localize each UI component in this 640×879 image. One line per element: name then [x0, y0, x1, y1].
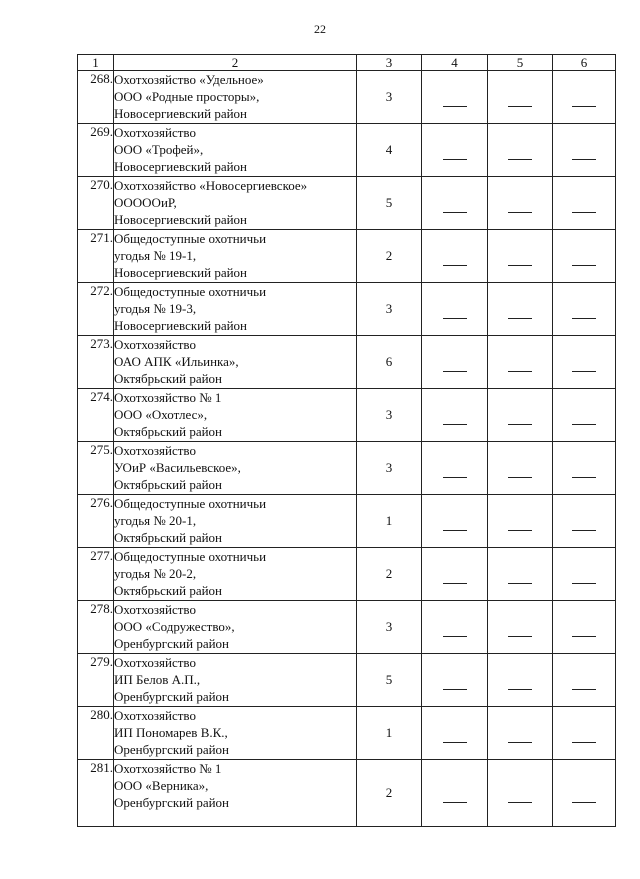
- row-number: 281.: [78, 760, 114, 827]
- dash-mark: [443, 636, 467, 637]
- col5-empty: [488, 601, 553, 654]
- name-line: угодья № 19-3,: [114, 301, 197, 316]
- col3-value: 3: [357, 601, 422, 654]
- col3-value: 5: [357, 177, 422, 230]
- dash-mark: [443, 212, 467, 213]
- name-line: Охотхозяйство «Новосергиевское»: [114, 178, 308, 193]
- col5-empty: [488, 389, 553, 442]
- dash-mark: [443, 802, 467, 803]
- dash-mark: [572, 424, 596, 425]
- header-col-5: 5: [488, 55, 553, 71]
- dash-mark: [572, 212, 596, 213]
- name-line: ИП Пономарев В.К.,: [114, 725, 228, 740]
- row-number: 276.: [78, 495, 114, 548]
- table-row: [78, 707, 616, 760]
- name-line: Общедоступные охотничьи: [114, 231, 267, 246]
- col3-value: 3: [357, 389, 422, 442]
- name-line: Охотхозяйство № 1: [114, 761, 222, 776]
- name-line: Охотхозяйство: [114, 337, 196, 352]
- name-line: угодья № 19-1,: [114, 248, 197, 263]
- col6-empty: [553, 71, 616, 124]
- table-row: [78, 654, 616, 707]
- col3-value: 6: [357, 336, 422, 389]
- header-col-3: 3: [357, 55, 422, 71]
- name-line: Новосергиевский район: [114, 159, 248, 174]
- table-row: [78, 548, 616, 601]
- col3-value: 3: [357, 71, 422, 124]
- col6-empty: [553, 389, 616, 442]
- col6-empty: [553, 336, 616, 389]
- row-number: 269.: [78, 124, 114, 177]
- col3-value: 2: [357, 760, 422, 827]
- dash-mark: [572, 689, 596, 690]
- col5-empty: [488, 654, 553, 707]
- col4-empty: [422, 389, 488, 442]
- col4-empty: [422, 495, 488, 548]
- dash-mark: [508, 689, 532, 690]
- page-number: 22: [314, 22, 326, 36]
- dash-mark: [572, 477, 596, 478]
- col4-empty: [422, 283, 488, 336]
- dash-mark: [443, 371, 467, 372]
- name-line: угодья № 20-1,: [114, 513, 197, 528]
- hunting-ground-name: [114, 495, 357, 548]
- header-col-6: 6: [553, 55, 616, 71]
- dash-mark: [508, 212, 532, 213]
- col4-empty: [422, 760, 488, 827]
- row-number: 272.: [78, 283, 114, 336]
- table-row: [78, 389, 616, 442]
- name-line: Октябрьский район: [114, 530, 222, 545]
- col5-empty: [488, 336, 553, 389]
- dash-mark: [443, 530, 467, 531]
- col5-empty: [488, 548, 553, 601]
- col4-empty: [422, 601, 488, 654]
- col3-value: 2: [357, 548, 422, 601]
- hunting-ground-name: [114, 389, 357, 442]
- name-line: ООО «Содружество»,: [114, 619, 235, 634]
- dash-mark: [443, 742, 467, 743]
- dash-mark: [508, 742, 532, 743]
- col4-empty: [422, 230, 488, 283]
- name-line: Октябрьский район: [114, 583, 222, 598]
- dash-mark: [443, 583, 467, 584]
- name-line: Новосергиевский район: [114, 106, 248, 121]
- row-number: 279.: [78, 654, 114, 707]
- row-number: 277.: [78, 548, 114, 601]
- name-line: Охотхозяйство № 1: [114, 390, 222, 405]
- dash-mark: [508, 318, 532, 319]
- dash-mark: [572, 318, 596, 319]
- col6-empty: [553, 230, 616, 283]
- dash-mark: [443, 318, 467, 319]
- col6-empty: [553, 707, 616, 760]
- hunting-ground-name: [114, 601, 357, 654]
- table-row: [78, 71, 616, 124]
- col6-empty: [553, 177, 616, 230]
- col4-empty: [422, 124, 488, 177]
- name-line: Новосергиевский район: [114, 318, 248, 333]
- row-number: 270.: [78, 177, 114, 230]
- dash-mark: [572, 371, 596, 372]
- col5-empty: [488, 283, 553, 336]
- col5-empty: [488, 177, 553, 230]
- name-line: Общедоступные охотничьи: [114, 284, 267, 299]
- col3-value: 3: [357, 283, 422, 336]
- hunting-ground-name: [114, 760, 357, 827]
- col5-empty: [488, 230, 553, 283]
- col3-value: 1: [357, 495, 422, 548]
- hunting-ground-name: [114, 71, 357, 124]
- dash-mark: [508, 583, 532, 584]
- name-line: Охотхозяйство: [114, 655, 196, 670]
- name-line: Оренбургский район: [114, 636, 230, 651]
- col6-empty: [553, 124, 616, 177]
- hunting-ground-name: [114, 177, 357, 230]
- name-line: Охотхозяйство: [114, 125, 196, 140]
- dash-mark: [443, 106, 467, 107]
- col3-value: 3: [357, 442, 422, 495]
- col6-empty: [553, 654, 616, 707]
- table-row: [78, 601, 616, 654]
- hunting-ground-name: [114, 124, 357, 177]
- col5-empty: [488, 442, 553, 495]
- dash-mark: [508, 265, 532, 266]
- dash-mark: [508, 106, 532, 107]
- col3-value: 1: [357, 707, 422, 760]
- col6-empty: [553, 601, 616, 654]
- header-col-2: 2: [114, 55, 357, 71]
- name-line: Охотхозяйство: [114, 708, 196, 723]
- hunting-ground-name: [114, 654, 357, 707]
- dash-mark: [443, 159, 467, 160]
- col5-empty: [488, 124, 553, 177]
- hunting-ground-name: [114, 283, 357, 336]
- name-line: Оренбургский район: [114, 795, 230, 810]
- name-line: Общедоступные охотничьи: [114, 496, 267, 511]
- col4-empty: [422, 336, 488, 389]
- name-line: ОООООиР,: [114, 195, 177, 210]
- col5-empty: [488, 707, 553, 760]
- row-number: 274.: [78, 389, 114, 442]
- col4-empty: [422, 71, 488, 124]
- row-number: 278.: [78, 601, 114, 654]
- table-row: [78, 442, 616, 495]
- dash-mark: [508, 159, 532, 160]
- dash-mark: [443, 689, 467, 690]
- name-line: УОиР «Васильевское»,: [114, 460, 241, 475]
- name-line: ООО «Родные просторы»,: [114, 89, 260, 104]
- dash-mark: [508, 802, 532, 803]
- name-line: Оренбургский район: [114, 742, 230, 757]
- name-line: ОАО АПК «Ильинка»,: [114, 354, 239, 369]
- col6-empty: [553, 442, 616, 495]
- row-number: 280.: [78, 707, 114, 760]
- name-line: Октябрьский район: [114, 424, 222, 439]
- dash-mark: [508, 424, 532, 425]
- table-row: [78, 495, 616, 548]
- row-number: 275.: [78, 442, 114, 495]
- name-line: Охотхозяйство: [114, 443, 196, 458]
- name-line: угодья № 20-2,: [114, 566, 197, 581]
- col3-value: 5: [357, 654, 422, 707]
- name-line: ИП Белов А.П.,: [114, 672, 201, 687]
- name-line: Общедоступные охотничьи: [114, 549, 267, 564]
- col4-empty: [422, 442, 488, 495]
- name-line: Охотхозяйство «Удельное»: [114, 72, 264, 87]
- hunting-ground-name: [114, 442, 357, 495]
- col6-empty: [553, 548, 616, 601]
- dash-mark: [443, 424, 467, 425]
- row-number: 273.: [78, 336, 114, 389]
- name-line: ООО «Охотлес»,: [114, 407, 208, 422]
- col4-empty: [422, 177, 488, 230]
- dash-mark: [572, 636, 596, 637]
- col4-empty: [422, 707, 488, 760]
- dash-mark: [443, 477, 467, 478]
- name-line: Новосергиевский район: [114, 212, 248, 227]
- hunting-ground-name: [114, 548, 357, 601]
- col5-empty: [488, 760, 553, 827]
- dash-mark: [508, 371, 532, 372]
- dash-mark: [508, 477, 532, 478]
- dash-mark: [572, 742, 596, 743]
- table-row: [78, 124, 616, 177]
- row-number: 271.: [78, 230, 114, 283]
- col4-empty: [422, 548, 488, 601]
- dash-mark: [572, 530, 596, 531]
- name-line: Оренбургский район: [114, 689, 230, 704]
- name-line: Новосергиевский район: [114, 265, 248, 280]
- dash-mark: [572, 802, 596, 803]
- hunting-ground-name: [114, 707, 357, 760]
- dash-mark: [508, 530, 532, 531]
- name-line: Охотхозяйство: [114, 602, 196, 617]
- header-col-1: 1: [78, 55, 114, 71]
- dash-mark: [508, 636, 532, 637]
- col6-empty: [553, 495, 616, 548]
- hunting-grounds-table: [77, 54, 616, 827]
- hunting-ground-name: [114, 230, 357, 283]
- dash-mark: [443, 265, 467, 266]
- table-row: [78, 760, 616, 827]
- name-line: Октябрьский район: [114, 477, 222, 492]
- col3-value: 2: [357, 230, 422, 283]
- col5-empty: [488, 495, 553, 548]
- table-row: [78, 336, 616, 389]
- name-line: ООО «Трофей»,: [114, 142, 204, 157]
- table-row: [78, 283, 616, 336]
- dash-mark: [572, 583, 596, 584]
- header-col-4: 4: [422, 55, 488, 71]
- col4-empty: [422, 654, 488, 707]
- table-row: [78, 177, 616, 230]
- col3-value: 4: [357, 124, 422, 177]
- dash-mark: [572, 159, 596, 160]
- name-line: Октябрьский район: [114, 371, 222, 386]
- name-line: ООО «Верника»,: [114, 778, 209, 793]
- hunting-ground-name: [114, 336, 357, 389]
- col5-empty: [488, 71, 553, 124]
- table-row: [78, 230, 616, 283]
- col6-empty: [553, 760, 616, 827]
- dash-mark: [572, 106, 596, 107]
- col6-empty: [553, 283, 616, 336]
- dash-mark: [572, 265, 596, 266]
- row-number: 268.: [78, 71, 114, 124]
- header-row: [78, 55, 616, 71]
